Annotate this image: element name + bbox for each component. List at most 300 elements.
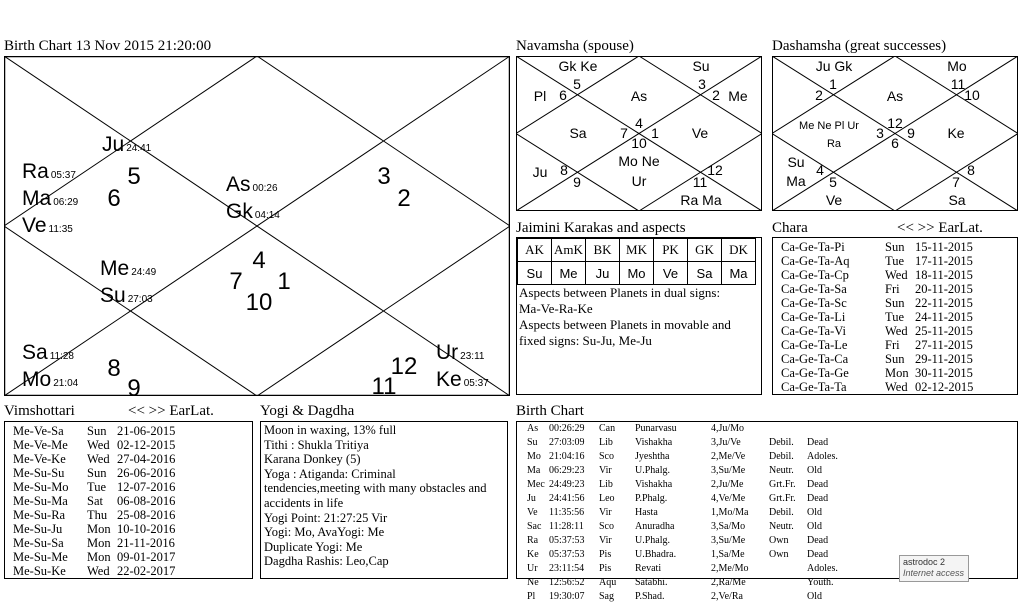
cell-dignity: Own [769,549,789,560]
cell-sign: Lib [599,437,613,448]
dasa-weekday: Wed [885,324,908,338]
cell-avastha: Old [807,507,822,518]
dasa-weekday: Wed [87,438,110,452]
dasa-weekday: Wed [87,452,110,466]
dasa-weekday: Thu [87,508,108,522]
cell-dignity: Grt.Fr. [769,493,796,504]
list-item[interactable] [13,480,252,494]
karaka-header-dk: DK [722,239,756,262]
dasa-period: Me-Su-Su [13,466,65,480]
cell-nakshatra: P.Shad. [635,591,665,602]
dasa-period: Ca-Ge-Ta-Ta [781,380,847,394]
planet-name: Sa [22,341,48,364]
list-item[interactable] [13,466,252,480]
planet-degree: 27:03 [127,294,153,305]
karaka-header-amk: AmK [552,239,586,262]
cell-avastha: Old [807,465,822,476]
dasa-date: 25-11-2015 [915,324,973,338]
navamsha-num-7: 7 [620,125,628,141]
cell-pada-lords: 3,Sa/Mo [711,521,746,532]
planet-degree: 00:26 [252,183,278,194]
dasa-weekday: Fri [885,282,900,296]
cell-longitude: 12:56:52 [549,577,585,588]
dasa-date: 18-11-2015 [915,268,973,282]
cell-planet: Ra [527,535,539,546]
cell-pada-lords: 2,Ra/Me [711,577,746,588]
movable-aspects-value: fixed signs: Su-Ju, Me-Ju [519,333,652,348]
planet-name: Ur [436,341,459,364]
cell-avastha: Adoles. [807,563,838,574]
cell-nakshatra: Hasta [635,507,658,518]
main-chart-title: Birth Chart 13 Nov 2015 21:20:00 [4,38,212,54]
karaka-header-gk: GK [688,239,722,262]
list-item[interactable] [781,296,1017,310]
house-number-5: 5 [127,163,141,190]
navamsha-num-2: 2 [712,87,720,103]
dasa-period: Me-Su-Ma [13,494,68,508]
dasa-date: 02-12-2015 [915,380,974,394]
dasa-weekday: Sun [87,424,107,438]
house-number-8: 8 [107,355,121,382]
navamsha-num-9: 9 [573,174,581,190]
dashamsha-mid-right: Ke [947,125,965,141]
dasa-weekday: Mon [87,550,111,564]
cell-longitude: 05:37:53 [549,535,585,546]
table-row [527,451,1017,465]
cell-pada-lords: 1,Mo/Ma [711,507,749,518]
cell-sign: Leo [599,493,615,504]
yogi-line: Duplicate Yogi: Me [264,539,363,554]
birth-table-title: Birth Chart [516,403,584,419]
house-number-2: 2 [397,185,411,212]
dasa-weekday: Sat [87,494,103,508]
karaka-value: Su [518,262,552,285]
list-item[interactable] [781,338,1017,352]
table-row [527,507,1017,521]
cell-longitude: 24:41:56 [549,493,585,504]
list-item[interactable] [781,324,1017,338]
dashamsha-title: Dashamsha (great successes) [772,38,947,54]
cell-dignity: Neutr. [769,521,794,532]
dasa-date: 30-11-2015 [915,366,973,380]
cell-nakshatra: U.Phalg. [635,465,670,476]
cell-avastha: Old [807,591,822,602]
dasa-date: 27-04-2016 [117,452,176,466]
dasa-period: Me-Su-Ra [13,508,66,522]
cell-pada-lords: 2,Me/Ve [711,451,746,462]
dasa-date: 02-12-2015 [117,438,176,452]
cell-longitude: 21:04:16 [549,451,585,462]
dasa-weekday: Tue [885,310,904,324]
cell-planet: Ve [527,507,538,518]
dashamsha-bottom-left-1: Su [787,154,805,170]
vimshottari-list[interactable] [4,421,253,579]
dashamsha-num-3: 3 [876,125,884,141]
dashamsha-num-12: 12 [887,115,903,131]
yogi-line: Yogi Point: 21:27:25 Vir [264,510,388,525]
list-item[interactable] [13,424,252,438]
dasa-period: Me-Su-Ju [13,522,63,536]
dasa-date: 26-06-2016 [117,466,176,480]
planet-name: As [226,173,251,196]
navamsha-num-11: 11 [692,174,708,190]
planet-degree: 24:49 [131,267,157,278]
cell-longitude: 24:49:23 [549,479,585,490]
dasa-weekday: Sun [885,240,905,254]
cell-pada-lords: 3,Su/Me [711,535,746,546]
planet-name: Ve [22,214,47,237]
cell-sign: Vir [599,465,612,476]
dasa-date: 22-11-2015 [915,296,973,310]
dasa-date: 12-07-2016 [117,480,176,494]
navamsha-bottom-right: Ra Ma [680,192,722,208]
yogi-line: Yogi: Mo, AvaYogi: Me [264,525,385,540]
navamsha-mid-right: Ve [691,125,709,141]
cell-avastha: Old [807,521,822,532]
list-item[interactable] [781,366,1017,380]
dasa-weekday: Wed [87,564,110,578]
cell-avastha: Dead [807,479,829,490]
cell-nakshatra: Vishakha [635,437,673,448]
house-number-4: 4 [252,247,266,274]
table-row [527,493,1017,507]
dasa-period: Ca-Ge-Ta-Vi [781,324,847,338]
karakas-table [517,238,756,285]
navamsha-chart[interactable] [516,56,762,211]
navamsha-bottom-left: Ju [532,164,548,180]
dashamsha-num-8: 8 [967,162,975,178]
dasa-date: 27-11-2015 [915,338,973,352]
cell-dignity: Debil. [769,437,794,448]
cell-planet: Ma [527,465,541,476]
navamsha-center-bottom-1: Mo Ne [618,153,660,169]
dasa-weekday: Mon [87,522,111,536]
cell-pada-lords: 1,Sa/Me [711,549,745,560]
list-item[interactable] [13,536,252,550]
dasa-date: 15-11-2015 [915,240,973,254]
dashamsha-bottom-left-2: Ma [786,173,806,189]
navamsha-center-bottom-2: Ur [631,173,647,189]
karaka-header-ak: AK [518,239,552,262]
dashamsha-bottom-right: Sa [948,192,966,208]
planet-name: Mo [22,368,52,391]
tooltip-line2: Internet access [903,568,965,578]
cell-planet: Ne [527,577,539,588]
list-item[interactable] [781,380,1017,394]
table-row [527,423,1017,437]
list-item[interactable] [13,508,252,522]
yogi-line: Dagdha Rashis: Leo,Cap [264,554,389,569]
cell-planet: As [527,423,539,434]
cell-nakshatra: Vishakha [635,479,673,490]
cell-longitude: 11:35:56 [549,507,585,518]
dasa-date: 24-11-2015 [915,310,973,324]
dashamsha-num-5: 5 [829,174,837,190]
navamsha-num-5: 5 [573,76,581,92]
cell-longitude: 00:26:29 [549,423,585,434]
cell-nakshatra: Punarvasu [635,423,677,434]
cell-pada-lords: 4,Ju/Mo [711,423,745,434]
cell-planet: Ur [527,563,538,574]
navamsha-num-4: 4 [635,115,643,131]
dasa-period: Me-Su-Ke [13,564,66,578]
cell-dignity: Debil. [769,451,794,462]
planet-degree: 05:37 [50,170,76,181]
table-row [527,521,1017,535]
jaimini-panel [516,237,762,395]
planet-name: Me [100,257,130,280]
karaka-value: Ve [654,262,688,285]
navamsha-top-right: Su [692,58,710,74]
dasa-period: Ca-Ge-Ta-Ge [781,366,849,380]
cell-sign: Sco [599,521,614,532]
dashamsha-center-top: As [886,88,904,104]
tooltip-line1: astrodoc 2 [903,557,946,567]
planet-name: Su [100,284,126,307]
dasa-period: Me-Ve-Ke [13,452,66,466]
planet-name: Ke [436,368,462,391]
cell-planet: Ju [527,493,536,504]
list-item[interactable] [781,282,1017,296]
dasa-weekday: Sun [87,466,107,480]
planet-degree: 11:28 [49,351,74,362]
dasa-period: Ca-Ge-Ta-Aq [781,254,850,268]
table-row [527,479,1017,493]
dashamsha-top-right: Mo [947,58,967,74]
cell-pada-lords: 2,Ve/Ra [711,591,743,602]
karaka-header-bk: BK [586,239,620,262]
dashamsha-chart[interactable] [772,56,1018,211]
cell-pada-lords: 3,Ju/Ve [711,437,741,448]
cell-dignity: Grt.Fr. [769,479,796,490]
cell-planet: Sac [527,521,542,532]
cell-avastha: Youth. [807,577,834,588]
house-number-3: 3 [377,163,391,190]
planet-degree: 06:29 [53,197,79,208]
cell-nakshatra: Jyeshtha [635,451,670,462]
planet-degree: 05:37 [463,378,489,389]
dasa-weekday: Sun [885,296,905,310]
cell-nakshatra: U.Phalg. [635,535,670,546]
cell-sign: Pis [599,563,612,574]
karaka-value: Mo [620,262,654,285]
house-number-9: 9 [127,375,141,396]
planet-degree: 11:35 [48,224,73,235]
house-number-10: 10 [245,289,273,316]
list-item[interactable] [781,310,1017,324]
dasa-date: 29-11-2015 [915,352,973,366]
cell-dignity: Neutr. [769,465,794,476]
dasa-period: Me-Su-Me [13,550,68,564]
dashamsha-num-6: 6 [891,135,899,151]
dashamsha-bottom-mid: Ve [825,192,843,208]
navamsha-num-8: 8 [560,162,568,178]
dasa-date: 22-02-2017 [117,564,176,578]
navamsha-mid-left: Sa [569,125,587,141]
dasa-period: Me-Ve-Me [13,438,68,452]
cell-avastha: Dead [807,437,829,448]
yogi-line: accidents in life [264,495,344,510]
app-tooltip [899,555,969,582]
dasa-period: Me-Su-Sa [13,536,64,550]
dasa-weekday: Wed [885,268,908,282]
house-number-6: 6 [107,185,121,212]
list-item[interactable] [13,438,252,452]
cell-longitude: 06:29:23 [549,465,585,476]
cell-longitude: 27:03:09 [549,437,585,448]
dasa-weekday: Tue [87,480,106,494]
karaka-header-pk: PK [654,239,688,262]
cell-sign: Pis [599,549,612,560]
dashamsha-num-4: 4 [816,162,824,178]
karaka-header-mk: MK [620,239,654,262]
cell-longitude: 11:28:11 [549,521,584,532]
cell-sign: Aqu [599,577,617,588]
dashamsha-num-2: 2 [815,87,823,103]
cell-planet: Pl [527,591,536,602]
karaka-value: Ju [586,262,620,285]
cell-pada-lords: 2,Ju/Me [711,479,744,490]
dual-aspects-value: Ma-Ve-Ra-Ke [519,301,593,316]
main-chart[interactable] [4,56,510,396]
dasa-weekday: Wed [885,380,908,394]
planet-degree: 24:41 [126,143,152,154]
dasa-period: Ca-Ge-Ta-Le [781,338,848,352]
cell-planet: Su [527,437,538,448]
navamsha-num-12: 12 [707,162,723,178]
table-row [527,437,1017,451]
cell-nakshatra: Anuradha [635,521,675,532]
dasa-period: Ca-Ge-Ta-Sa [781,282,847,296]
dashamsha-num-10: 10 [964,87,980,103]
house-number-12: 12 [390,353,418,380]
cell-sign: Can [599,423,616,434]
jaimini-title: Jaimini Karakas and aspects [516,220,686,236]
list-item[interactable] [13,550,252,564]
navamsha-num-3: 3 [698,76,706,92]
yogi-line: Yoga : Atiganda: Criminal [264,466,396,481]
cell-pada-lords: 4,Ve/Me [711,493,746,504]
dashamsha-mid-left-2: Ra [826,138,842,150]
cell-pada-lords: 2,Me/Mo [711,563,749,574]
yogi-title: Yogi & Dagdha [260,403,355,419]
cell-avastha: Dead [807,493,829,504]
table-row [527,535,1017,549]
list-item[interactable] [13,564,252,578]
table-row [527,465,1017,479]
dasa-period: Me-Su-Mo [13,480,69,494]
dasa-date: 06-08-2016 [117,494,176,508]
vimshottari-nav[interactable]: << >> EarLat. [128,403,214,419]
cell-pada-lords: 3,Su/Me [711,465,746,476]
navamsha-left: Pl [533,88,547,104]
cell-planet: Mo [527,451,541,462]
dasa-date: 25-08-2016 [117,508,176,522]
cell-longitude: 23:11:54 [549,563,585,574]
planet-name: Ma [22,187,52,210]
navamsha-num-6: 6 [559,87,567,103]
dasa-period: Ca-Ge-Ta-Sc [781,296,847,310]
dashamsha-num-9: 9 [907,125,915,141]
planet-name: Ju [102,133,125,156]
cell-dignity: Own [769,535,789,546]
list-item[interactable] [781,352,1017,366]
house-number-1: 1 [277,268,291,295]
cell-sign: Sco [599,451,614,462]
cell-longitude: 19:30:07 [549,591,585,602]
navamsha-right: Me [728,88,748,104]
dasa-period: Ca-Ge-Ta-Li [781,310,846,324]
yogi-line: Tithi : Shukla Tritiya [264,437,369,452]
yogi-line: Moon in waxing, 13% full [264,423,397,437]
dasa-weekday: Sun [885,352,905,366]
cell-avastha: Dead [807,535,829,546]
navamsha-top-left: Gk Ke [558,58,598,74]
table-row [527,591,1017,605]
navamsha-num-10: 10 [631,135,647,151]
dasa-weekday: Fri [885,338,900,352]
cell-nakshatra: Revati [635,563,662,574]
dashamsha-top-left: Ju Gk [815,58,853,74]
karaka-value: Sa [688,262,722,285]
dashamsha-num-1: 1 [829,76,837,92]
dashamsha-num-11: 11 [950,76,966,92]
planet-name: Ra [22,160,49,183]
cell-sign: Vir [599,507,612,518]
list-item[interactable] [13,522,252,536]
cell-longitude: 05:37:53 [549,549,585,560]
dasa-weekday: Mon [885,366,909,380]
dasa-weekday: Tue [885,254,904,268]
dasa-date: 21-11-2016 [117,536,175,550]
list-item[interactable] [781,240,1017,254]
list-item[interactable] [781,268,1017,282]
cell-sign: Lib [599,479,613,490]
dasa-period: Ca-Ge-Ta-Ca [781,352,849,366]
list-item[interactable] [13,494,252,508]
vimshottari-title: Vimshottari [4,403,75,419]
cell-nakshatra: P.Phalg. [635,493,668,504]
cell-avastha: Adoles. [807,451,838,462]
dasa-date: 21-06-2015 [117,424,176,438]
chara-nav[interactable]: << >> EarLat. [897,220,983,236]
navamsha-num-1: 1 [651,125,659,141]
dual-aspects-label: Aspects between Planets in dual signs: [519,285,721,300]
dasa-date: 20-11-2015 [915,282,973,296]
cell-planet: Mec [527,479,545,490]
navamsha-title: Navamsha (spouse) [516,38,634,54]
list-item[interactable] [781,254,1017,268]
dasa-period: Ca-Ge-Ta-Cp [781,268,849,282]
cell-avastha: Dead [807,549,829,560]
list-item[interactable] [13,452,252,466]
dasa-weekday: Mon [87,536,111,550]
planet-degree: 21:04 [53,378,79,389]
cell-sign: Vir [599,535,612,546]
chara-list[interactable] [772,237,1018,395]
planet-degree: 04:14 [254,210,280,221]
navamsha-center-top: As [630,88,648,104]
planet-name: Gk [226,200,253,223]
cell-nakshatra: U.Bhadra. [635,549,677,560]
cell-planet: Ke [527,549,539,560]
karaka-value: Ma [722,262,756,285]
dasa-date: 09-01-2017 [117,550,176,564]
yogi-panel [260,421,508,579]
dasa-date: 10-10-2016 [117,522,176,536]
yogi-line: Karana Donkey (5) [264,452,361,467]
movable-aspects-label: Aspects between Planets in movable and [519,317,731,332]
